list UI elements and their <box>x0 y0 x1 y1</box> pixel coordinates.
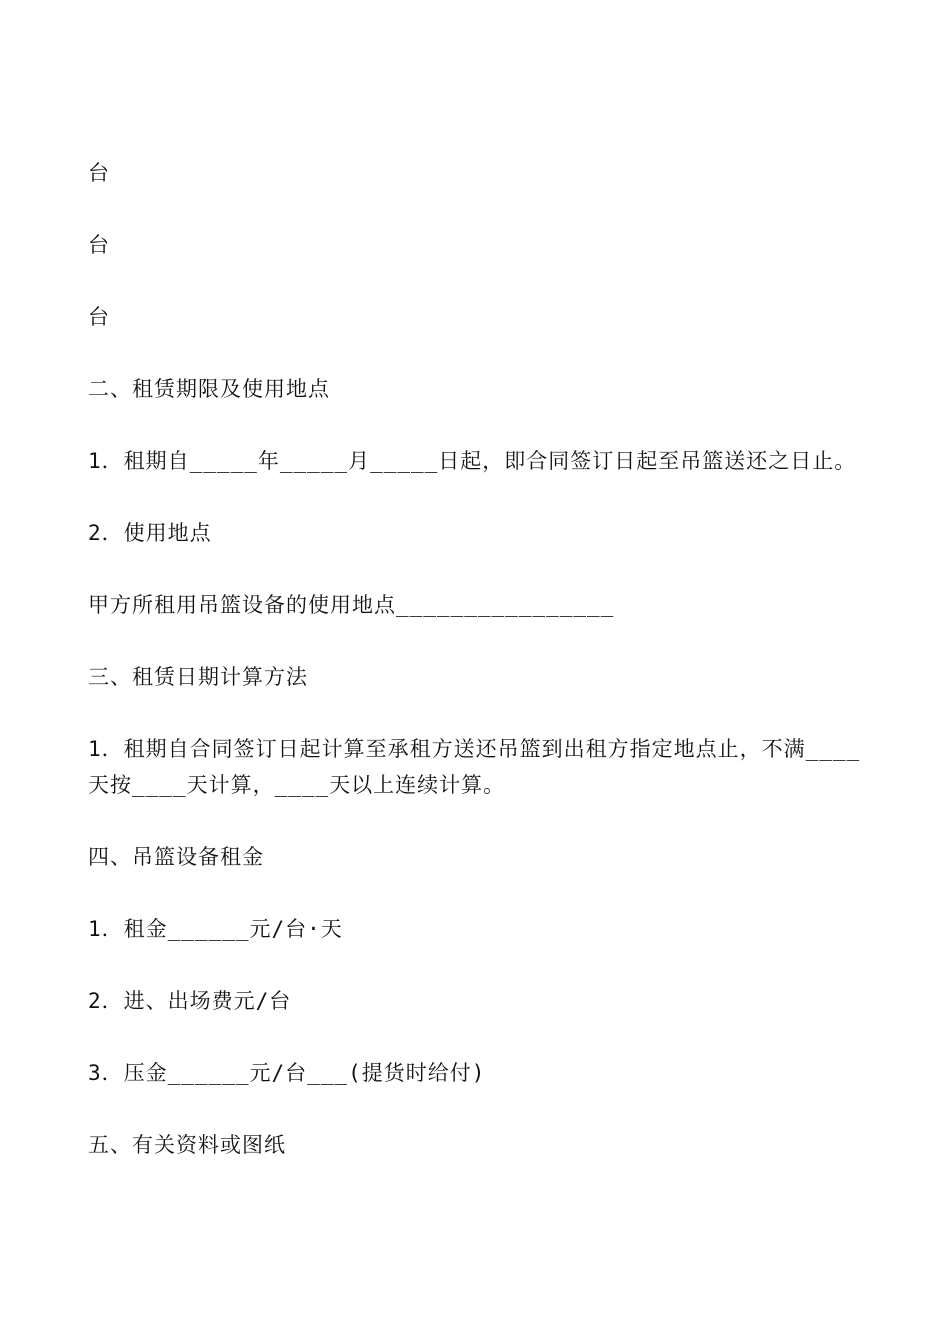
clause-deposit: 3．压金______元/台___(提货时给付) <box>88 1061 486 1085</box>
text-line-unit-1: 台 <box>88 161 110 185</box>
clause-rent: 1．租金______元/台·天 <box>88 917 343 941</box>
clause-date-calculation-line-2: 天按____天计算，____天以上连续计算。 <box>88 773 506 797</box>
section-heading-3: 三、租赁日期计算方法 <box>88 665 308 689</box>
section-heading-4: 四、吊篮设备租金 <box>88 845 264 869</box>
section-heading-2: 二、租赁期限及使用地点 <box>88 377 330 401</box>
text-line-unit-2: 台 <box>88 233 110 257</box>
text-line-unit-3: 台 <box>88 305 110 329</box>
section-heading-5: 五、有关资料或图纸 <box>88 1133 286 1157</box>
clause-lease-term: 1．租期自_____年_____月_____日起，即合同签订日起至吊篮送还之日止。 <box>88 449 857 473</box>
clause-entry-exit-fee: 2．进、出场费元/台 <box>88 989 292 1013</box>
clause-usage-location-title: 2．使用地点 <box>88 521 212 545</box>
clause-date-calculation-line-1: 1．租期自合同签订日起计算至承租方送还吊篮到出租方指定地点止，不满____ <box>88 737 861 761</box>
clause-usage-location: 甲方所租用吊篮设备的使用地点________________ <box>88 593 615 617</box>
